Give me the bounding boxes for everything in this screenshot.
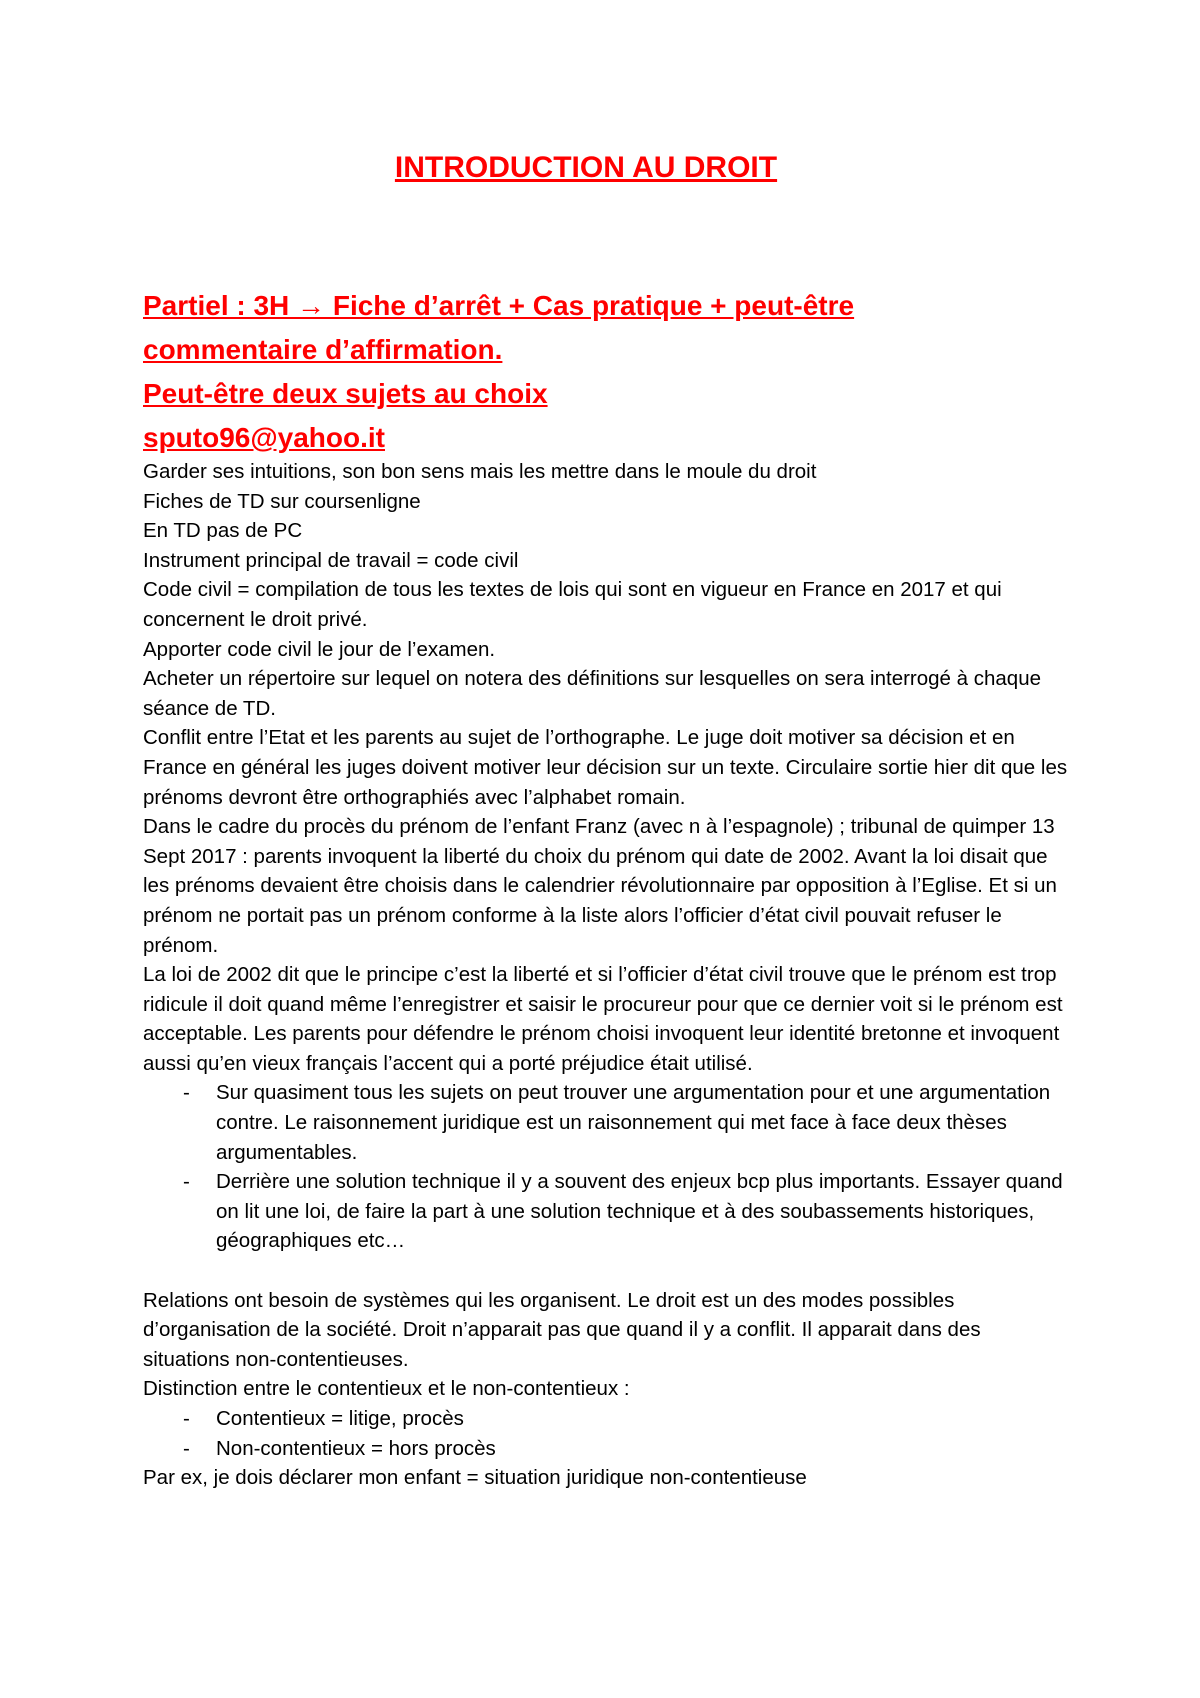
paragraph: Acheter un répertoire sur lequel on notera des définitions sur lesquelles on sera interrogé à chaque séance de TD. bbox=[143, 667, 1041, 720]
paragraph: Apporter code civil le jour de l’examen. bbox=[143, 637, 496, 661]
paragraph: Dans le cadre du procès du prénom de l’enfant Franz (avec n à l’espagnole) ; tribunal de quimper 13 Sept 2017 : parents invoquent la liberté du choix du prénom qui date de 2002. Avant la loi disait que les prénoms devaient être choisis dans le calendrier révolutionnaire par opposition à l’Eglise. Et si un prénom ne portait pas un prénom conforme à la liste alors l’officier d’état civil pouvait refuser le prénom. bbox=[143, 815, 1057, 957]
exam-info-block bbox=[143, 284, 1043, 460]
list-item-text: Sur quasiment tous les sujets on peut trouver une argumentation pour et une argumentation contre. Le raisonnement juridique est un raisonnement qui met face à face deux thèses argumentables. bbox=[216, 1081, 1051, 1164]
list-item bbox=[143, 1078, 1068, 1167]
exam-info-line: Peut-être deux sujets au choix bbox=[143, 378, 548, 409]
closing-line: Par ex, je dois déclarer mon enfant = situation juridique non-contentieuse bbox=[143, 1466, 807, 1490]
exam-info-line: Partiel : 3H → Fiche d’arrêt + Cas pratique + peut-être bbox=[143, 290, 855, 321]
contact-email: sputo96@yahoo.it bbox=[143, 422, 385, 453]
paragraph: Instrument principal de travail = code civil bbox=[143, 548, 519, 572]
bullet-dash: - bbox=[183, 1407, 190, 1430]
paragraph: En TD pas de PC bbox=[143, 519, 303, 543]
list-item-text: Derrière une solution technique il y a souvent des enjeux bcp plus importants. Essayer quand on lit une loi, de faire la part à une solution technique et à des soubassements historiques, géographiques etc… bbox=[216, 1170, 1063, 1253]
bullet-dash: - bbox=[183, 1170, 190, 1194]
paragraph: Fiches de TD sur coursenligne bbox=[143, 489, 421, 513]
document-body bbox=[143, 457, 1068, 1493]
exam-info-line: commentaire d’affirmation. bbox=[143, 334, 503, 365]
paragraph: Garder ses intuitions, son bon sens mais les mettre dans le moule du droit bbox=[143, 460, 817, 483]
bullet-dash: - bbox=[183, 1081, 190, 1105]
paragraph: Code civil = compilation de tous les textes de lois qui sont en vigueur en France en 2017 et qui concernent le droit privé. bbox=[143, 578, 1002, 631]
list-item-text: Non-contentieux = hors procès bbox=[216, 1436, 496, 1460]
list-item bbox=[143, 1434, 1068, 1464]
paragraph: Relations ont besoin de systèmes qui les organisent. Le droit est un des modes possibles d’organisation de la société. Droit n’apparait pas que quand il y a conflit. Il apparait dans des situations non-contentieuses. bbox=[143, 1288, 981, 1371]
bullet-dash: - bbox=[183, 1436, 190, 1460]
document-title: INTRODUCTION AU DROIT bbox=[394, 151, 778, 184]
list-item-text: Contentieux = litige, procès bbox=[216, 1407, 464, 1430]
blank-line bbox=[143, 1256, 1068, 1286]
list-item bbox=[143, 1404, 1068, 1434]
bullet-list bbox=[143, 1078, 1068, 1256]
list-item bbox=[143, 1167, 1068, 1256]
bullet-list bbox=[143, 1404, 1068, 1463]
paragraph: La loi de 2002 dit que le principe c’est la liberté et si l’officier d’état civil trouve que le prénom est trop ridicule il doit quand même l’enregistrer et saisir le procureur pour que ce dernier voit si le prénom est acceptable. Les parents pour défendre le prénom choisi invoquent leur identité bretonne et invoquent aussi qu’en vieux français l’accent qui a porté préjudice était utilisé. bbox=[143, 963, 1063, 1075]
paragraph: Conflit entre l’Etat et les parents au sujet de l’orthographe. Le juge doit motiver sa décision et en France en général les juges doivent motiver leur décision sur un texte. Circulaire sortie hier dit que les prénoms devront être orthographiés avec l’alphabet romain. bbox=[143, 726, 1068, 809]
paragraph: Distinction entre le contentieux et le non-contentieux : bbox=[143, 1377, 630, 1401]
